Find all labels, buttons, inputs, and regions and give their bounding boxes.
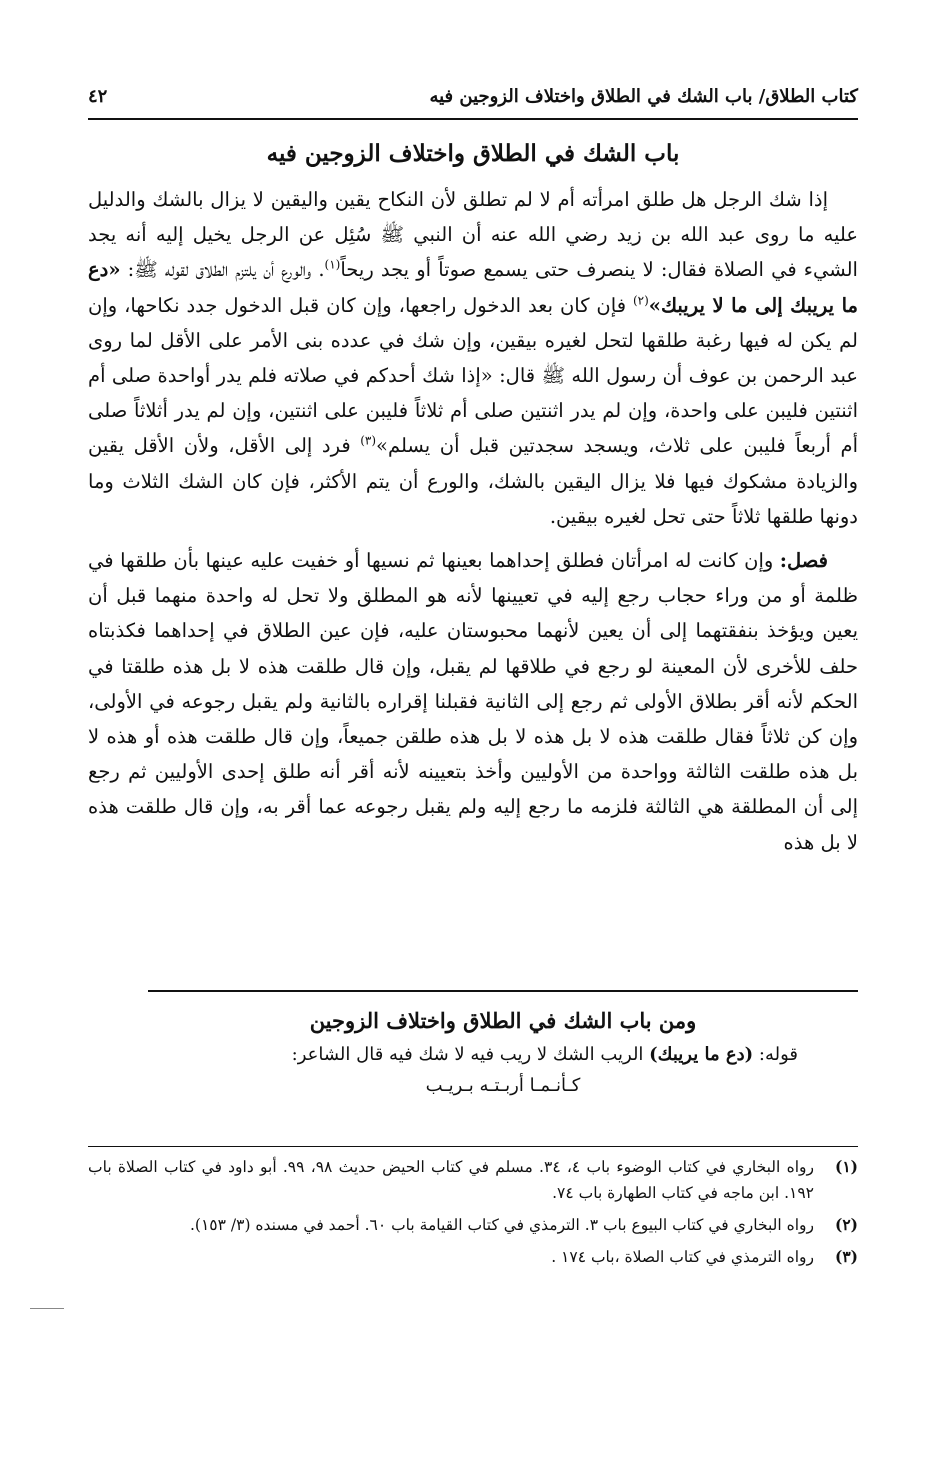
footnote-ref-2[interactable]: (٢) (632, 293, 649, 308)
paragraph-2 (88, 543, 858, 860)
section-lead-fasl: فصل: (779, 549, 828, 573)
commentary-line (148, 1039, 858, 1071)
page-number: ٤٢ (88, 86, 108, 107)
poetry-verse: كـأنـمـا أربـتـه بـريـب (425, 1075, 581, 1096)
footnote-3 (88, 1244, 858, 1270)
margin-mark (30, 1308, 64, 1309)
paragraph-1-text-b: . والورع أن يلتزم الطلاق لقوله ﷺ: (120, 258, 325, 282)
footnote-divider (88, 1146, 858, 1147)
paragraph-1 (88, 182, 858, 534)
running-title: كتاب الطلاق/ باب الشك في الطلاق واختلاف الزوجين فيه (429, 86, 858, 107)
footnote-2 (88, 1212, 858, 1238)
hadith-quote: «دع ما يريبك إلى ما لا يريبك» (88, 258, 858, 317)
footnote-number: (٢) (834, 1215, 858, 1234)
running-header (88, 84, 858, 120)
commentary-quote: (دع ما يريبك) (649, 1044, 754, 1065)
commentary-title: ومن باب الشك في الطلاق واختلاف الزوجين (309, 1008, 697, 1033)
paragraph-1-text-a: إذا شك الرجل هل طلق امرأته أم لا لم تطلق لأن النكاح يقين واليقين لا يزال بالشك والدليل عليه ما روى عبد الله بن زيد رضي الله عنه أن النبي ﷺ سُئِل عن الرجل يخيل إليه أنه يجد الشيء في الصلاة فقال: لا ينصرف حتى يسمع صوتاً أو يجد ريحاً (88, 188, 858, 282)
paragraph-2-text: وإن كانت له امرأتان فطلق إحداهما بعينها ثم نسيها أو خفيت عليه عينها بأن طلقها في ظلمة أو من وراء حجاب رجع إليه في تعيينها لأنه هو المطلق ولا تحل له واحدة منهما قبل أن يعين ويؤخذ بنفقتهما إلى أن يعين لأنهما محبوستان عليه، فإن عين الطلاق في إحداهما فكذبتاه حلف للأخرى لأن المعينة لو رجع في طلاقها لم يقبل، وإن قال طلقت هذه لا بل هذه طلقتا في الحكم لأنه أقر بطلاق الأولى ثم رجع إلى الثانية فقبلنا إقراره بالثانية ولم يقبل رجوعه في الأولى، وإن كن ثلاثاً فقال طلقت هذه لا بل هذه لا بل هذه طلقن جميعاً، وإن قال طلقت هذه أو هذه لا بل هذه طلقت الثالثة وواحدة من الأوليين وأخذ بتعيينه لأنه أقر أنه طلق إحدى الأوليين ثم رجع إلى أن المطلقة هي الثالثة فلزمه ما رجع إليه ولم يقبل رجوعه عما أقر به، وإن قال طلقت هذه لا بل هذه (88, 549, 858, 854)
footnote-number: (١) (834, 1157, 858, 1176)
paragraph-1-text-d: فرد إلى الأقل، ولأن الأقل يقين والزيادة مشكوك فيها فلا يزال اليقين بالشك، والورع أن يتم الأكثر، فإن كان الشك الثلاث وما دونها طلقها ثلاثاً حتى تحل لغيره بيقين. (88, 434, 858, 528)
footnotes (88, 1154, 858, 1276)
main-text (88, 182, 858, 860)
commentary-block (148, 1008, 858, 1101)
commentary-prefix: قوله: (753, 1044, 798, 1065)
footnote-1 (88, 1154, 858, 1206)
section-title: باب الشك في الطلاق واختلاف الزوجين فيه (266, 140, 680, 167)
footnote-text: رواه البخاري في كتاب الوضوء باب ٤، ٣٤. مسلم في كتاب الحيض حديث ٩٨، ٩٩. أبو داود في كتاب الصلاة باب ١٩٢. ابن ماجه في كتاب الطهارة باب ٧٤. (88, 1158, 814, 1202)
footnote-text: رواه البخاري في كتاب البيوع باب ٣. الترمذي في كتاب القيامة باب ٦٠. أحمد في مسنده (٣/ ١٥٣). (189, 1216, 814, 1234)
footnote-number: (٣) (834, 1247, 858, 1266)
paragraph-1-text-c: فإن كان بعد الدخول راجعها، وإن كان قبل الدخول جدد نكاحها، وإن لم يكن له فيها رغبة طلقها لتحل لغيره بيقين، وإن شك في عدده بنى الأمر على الأقل لما روى عبد الرحمن بن عوف أن رسول الله ﷺ قال: «إذا شك أحدكم في صلاته فلم يدر أواحدة صلى أم اثنتين فليبن على واحدة، وإن لم يدر اثنتين صلى أم ثلاثاً فليبن على اثنتين، وإن لم يدر أثلاثاً صلى أم أربعاً فليبن على ثلاث، ويسجد سجدتين قبل أن يسلم» (88, 293, 858, 458)
commentary-divider (148, 990, 858, 992)
commentary-text: الريب الشك لا ريب فيه لا شك فيه قال الشاعر: (291, 1044, 650, 1065)
footnote-ref-1[interactable]: (١) (324, 257, 341, 272)
footnote-text: رواه الترمذي في كتاب الصلاة ،باب ١٧٤ . (551, 1248, 814, 1266)
footnote-ref-3[interactable]: (٣) (360, 433, 377, 448)
